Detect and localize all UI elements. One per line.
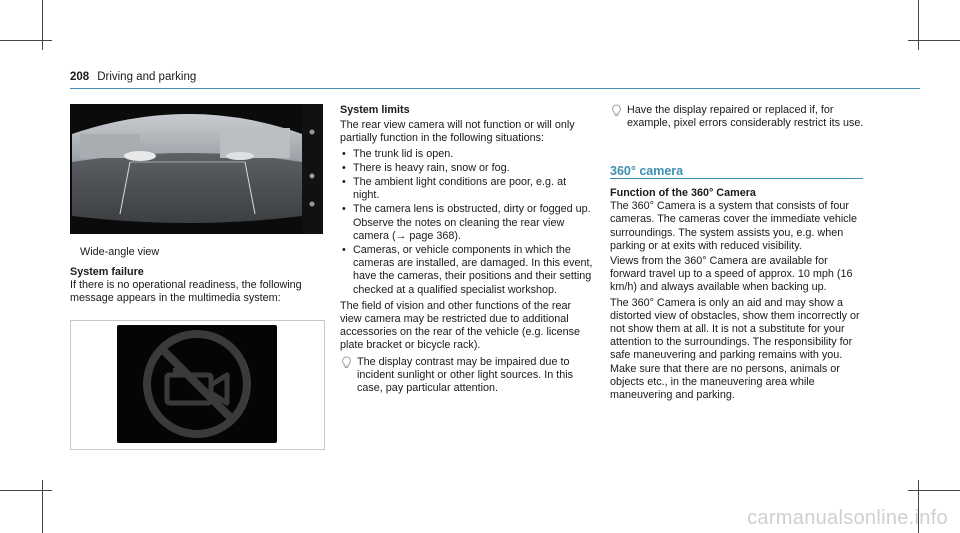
failure-heading: System failure — [70, 266, 144, 278]
system-limits-block — [340, 104, 595, 395]
repair-note-block — [610, 104, 865, 130]
repair-note — [610, 104, 865, 130]
failure-message-figure — [70, 320, 325, 450]
list-item: • Cameras, or vehicle components in which the cameras are installed, are damaged. In this event, have the cameras, their positions and their setting checked at a qualified specialist workshop. — [340, 244, 595, 297]
list-item: • There is heavy rain, snow or fog. — [340, 162, 595, 175]
page-header — [70, 71, 196, 83]
note-text: Have the display repaired or replaced if, for example, pixel errors considerably restrict its use. — [627, 104, 864, 130]
watermark: carmanualsonline.info — [747, 507, 948, 529]
list-item: • The trunk lid is open. — [340, 148, 595, 161]
info-icon — [341, 356, 352, 373]
header-rule — [70, 88, 920, 89]
list-item: • The camera lens is obstructed, dirty or fogged up. Observe the notes on cleaning the rear view camera (→ page 368). — [340, 203, 595, 243]
section-rule — [610, 178, 863, 179]
limits-list — [340, 148, 595, 297]
system-failure-block — [70, 266, 325, 306]
page-number: 208 — [70, 71, 90, 83]
function-paragraph-2: Views from the 360° Camera are available for forward travel up to a speed of approx. 10 mph (16 km/h) and always available when backing up. — [610, 255, 853, 294]
list-item: • The ambient light conditions are poor, e.g. at night. — [340, 176, 595, 202]
wide-angle-camera-image — [70, 104, 323, 234]
accessories-paragraph: The field of vision and other functions of the rear view camera may be restricted due to additional accessories on the rear of the vehicle (e.g. license plate bracket or bicycle rack). — [340, 299, 581, 352]
limits-intro: The rear view camera will not function or will only partially function in the following situations: — [340, 119, 575, 145]
function-paragraph-3: The 360° Camera is only an aid and may show a distorted view of obstacles, show them incorrectly or not show them at all. It is not a substitute for your attention to the surroundings. The responsibility for safe maneuvering and parking remains with you. Make sure that there are no persons, animals or objects etc., in the maneuvering area while maneuvering and parking. — [610, 296, 860, 402]
function-heading: Function of the 360° Camera — [610, 187, 756, 199]
note-text: The display contrast may be impaired due to incident sunlight or other light sources. In this case, pay particular attention. — [357, 355, 574, 395]
display-contrast-note — [340, 356, 595, 396]
multimedia-screen — [117, 325, 277, 443]
info-icon — [611, 104, 622, 121]
limits-heading: System limits — [340, 104, 410, 116]
function-block — [610, 187, 865, 402]
section-name: Driving and parking — [97, 71, 197, 83]
function-paragraph-1: The 360° Camera is a system that consists of four cameras. The cameras cover the immediate vehicle surroundings. The system assists you, e.g. when parking or at exits with reduced visibility. — [610, 200, 858, 252]
failure-text: If there is no operational readiness, the following message appears in the multimedia system: — [70, 279, 302, 305]
photo-caption: Wide-angle view — [80, 246, 160, 258]
camera-off-icon — [117, 325, 277, 443]
section-title: 360° camera — [610, 164, 684, 178]
